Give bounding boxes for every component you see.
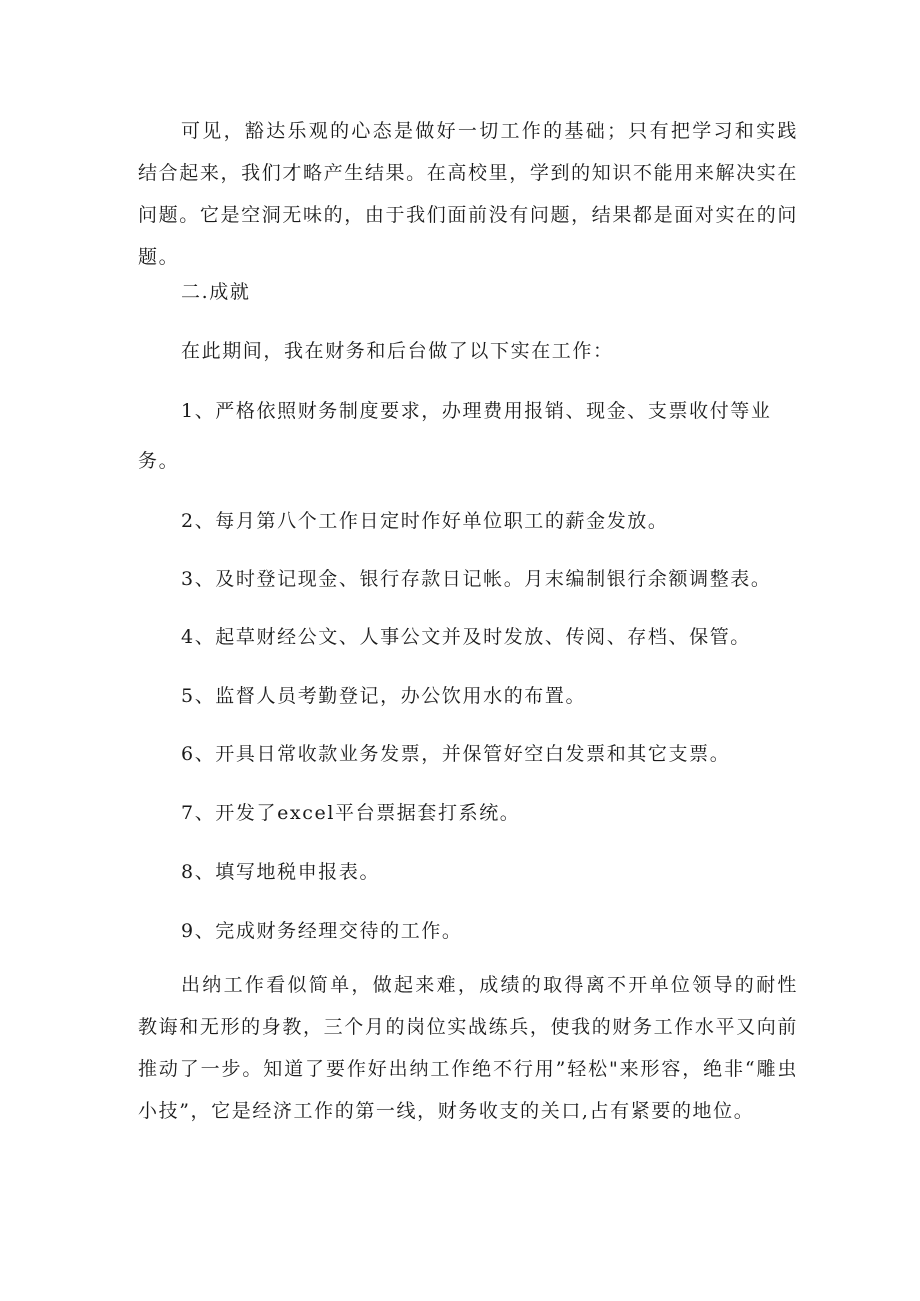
list-item: 1、严格依照财务制度要求，办理费用报销、现金、支票收付等业务。 xyxy=(138,400,772,472)
list-item: 5、监督人员考勤登记，办公饮用水的布置。 xyxy=(181,685,587,707)
list-item: 8、填写地税申报表。 xyxy=(181,861,381,883)
list-item: 6、开具日常收款业务发票，并保管好空白发票和其它支票。 xyxy=(181,743,731,765)
list-item: 4、起草财经公文、人事公文并及时发放、传阅、存档、保管。 xyxy=(181,626,751,648)
closing-paragraph: 出纳工作看似简单，做起来难，成绩的取得离不开单位领导的耐性教诲和无形的身教，三个月的岗位实战练兵，使我的财务工作水平又向前推动了一步。知道了要作好出纳工作绝不行用”轻松"来形容，绝非“雕虫小技”，它是经济工作的第一线，财务收支的关口,占有紧要的地位。 xyxy=(138,974,798,1122)
list-item: 3、及时登记现金、银行存款日记帐。月末编制银行余额调整表。 xyxy=(181,568,772,590)
intro-paragraph: 可见，豁达乐观的心态是做好一切工作的基础；只有把学习和实践结合起来，我们才略产生结果。在高校里，学到的知识不能用来解决实在问题。它是空洞无味的，由于我们面前没有问题，结果都是面对实在的问题。 xyxy=(138,120,798,268)
list-item: 7、开发了excel平台票据套打系统。 xyxy=(181,802,521,824)
list-item: 9、完成财务经理交待的工作。 xyxy=(181,920,463,942)
list-item: 2、每月第八个工作日定时作好单位职工的薪金发放。 xyxy=(181,510,669,532)
lead-in-text: 在此期间，我在财务和后台做了以下实在工作： xyxy=(181,340,614,362)
section-heading: 二.成就 xyxy=(181,281,251,303)
